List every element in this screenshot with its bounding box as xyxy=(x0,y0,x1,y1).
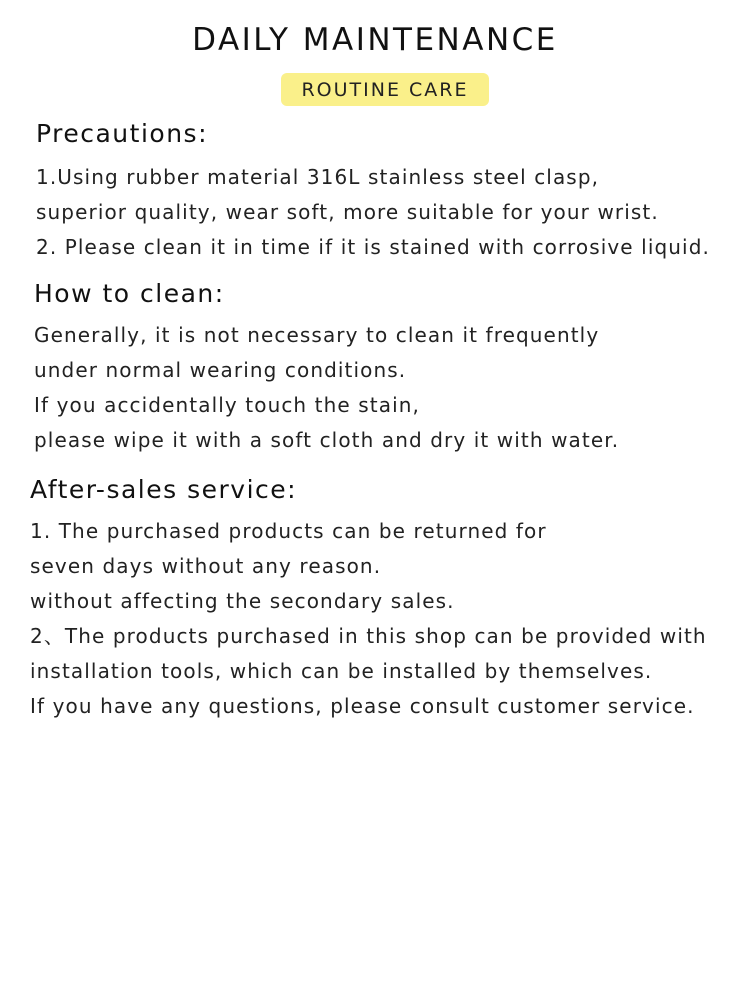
precautions-line: 2. Please clean it in time if it is stained with corrosive liquid. xyxy=(36,235,710,259)
after-sales-line: seven days without any reason. xyxy=(30,554,382,578)
precautions-line: superior quality, wear soft, more suitable for your wrist. xyxy=(36,200,659,224)
precautions-section xyxy=(36,119,736,265)
how-to-clean-heading: How to clean: xyxy=(34,279,225,308)
after-sales-heading: After-sales service: xyxy=(30,475,298,504)
badge-container xyxy=(0,73,750,106)
after-sales-section xyxy=(30,475,730,724)
precautions-line: 1.Using rubber material 316L stainless steel clasp, xyxy=(36,165,600,189)
after-sales-line: installation tools, which can be installed by themselves. xyxy=(30,659,653,683)
after-sales-line: If you have any questions, please consult customer service. xyxy=(30,694,695,718)
precautions-heading: Precautions: xyxy=(36,119,208,148)
routine-care-badge: ROUTINE CARE xyxy=(281,73,488,106)
how-to-clean-line: If you accidentally touch the stain, xyxy=(34,393,420,417)
after-sales-line: 1. The purchased products can be returned for xyxy=(30,519,547,543)
how-to-clean-section xyxy=(34,279,734,458)
how-to-clean-line: please wipe it with a soft cloth and dry it with water. xyxy=(34,428,620,452)
after-sales-text xyxy=(30,514,730,724)
after-sales-line: 2、The products purchased in this shop can be provided with xyxy=(30,624,707,648)
how-to-clean-line: under normal wearing conditions. xyxy=(34,358,407,382)
after-sales-line: without affecting the secondary sales. xyxy=(30,589,455,613)
how-to-clean-line: Generally, it is not necessary to clean it frequently xyxy=(34,323,600,347)
precautions-text xyxy=(36,160,736,265)
page-title: DAILY MAINTENANCE xyxy=(192,22,558,58)
how-to-clean-text xyxy=(34,318,734,458)
